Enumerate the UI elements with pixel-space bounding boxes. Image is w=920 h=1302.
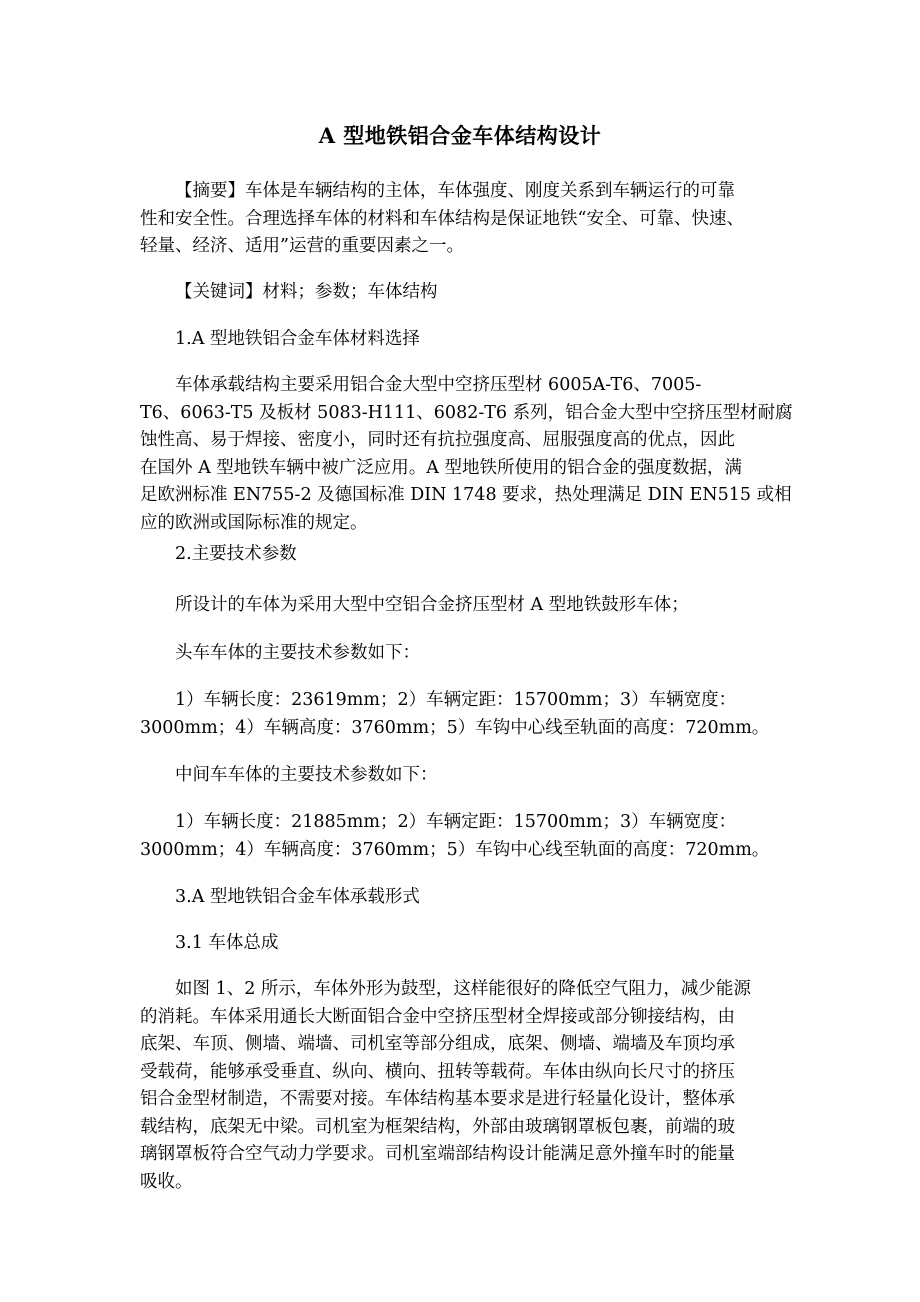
- abstract-paragraph: [140, 178, 780, 261]
- body-line: T6、6063-T5 及板材 5083-H111、6082-T6 系列，铝合金大型中空挤压型材耐腐: [140, 402, 793, 423]
- abstract-line: 性和安全性。合理选择车体的材料和车体结构是保证地铁“安全、可靠、快速、: [140, 208, 744, 229]
- body-line: 吸收。: [140, 1171, 193, 1192]
- section3-heading: 3.A 型地铁铝合金车体承载形式: [175, 887, 420, 907]
- keywords-line: 【关键词】材料；参数；车体结构: [175, 282, 438, 302]
- head-car-intro: 头车车体的主要技术参数如下：: [175, 643, 420, 663]
- abstract-line: 轻量、经济、适用”运营的重要因素之一。: [140, 236, 464, 256]
- abstract-line: 【摘要】车体是车辆结构的主体，车体强度、刚度关系到车辆运行的可靠: [175, 181, 735, 201]
- param-line: 1）车辆长度：21885mm；2）车辆定距：15700mm；3）车辆宽度：: [175, 812, 737, 832]
- middle-car-params: [140, 809, 780, 864]
- section3-1-body: [140, 976, 780, 1196]
- section2-intro: 所设计的车体为采用大型中空铝合金挤压型材 A 型地铁鼓形车体；: [175, 595, 689, 615]
- body-line: 铝合金型材制造，不需要对接。车体结构基本要求是进行轻量化设计，整体承: [140, 1089, 735, 1109]
- section1-body: [140, 372, 793, 537]
- body-line: 应的欧洲或国际标准的规定。: [140, 512, 368, 533]
- middle-car-intro: 中间车车体的主要技术参数如下：: [175, 765, 438, 785]
- param-line: 1）车辆长度：23619mm；2）车辆定距：15700mm；3）车辆宽度：: [175, 690, 737, 710]
- body-line: 如图 1、2 所示，车体外形为鼓型，这样能很好的降低空气阻力，减少能源: [175, 979, 751, 999]
- param-line: 3000mm；4）车辆高度：3760mm；5）车钩中心线至轨面的高度：720mm。: [140, 839, 770, 860]
- body-line: 在国外 A 型地铁车辆中被广泛应用。A 型地铁所使用的铝合金的强度数据，满: [140, 457, 742, 478]
- body-line: 璃钢罩板符合空气动力学要求。司机室端部结构设计能满足意外撞车时的能量: [140, 1144, 735, 1164]
- body-line: 底架、车顶、侧墙、端墙、司机室等部分组成，底架、侧墙、端墙及车顶均承: [140, 1034, 735, 1054]
- body-line: 足欧洲标准 EN755-2 及德国标准 DIN 1748 要求，热处理满足 DIN EN515 或相: [140, 485, 792, 505]
- head-car-params: [140, 687, 780, 742]
- body-line: 车体承载结构主要采用铝合金大型中空挤压型材 6005A-T6、7005-: [175, 375, 702, 395]
- body-line: 载结构，底架无中梁。司机室为框架结构，外部由玻璃钢罩板包裹，前端的玻: [140, 1116, 735, 1137]
- body-line: 受载荷，能够承受垂直、纵向、横向、扭转等载荷。车体由纵向长尺寸的挤压: [140, 1061, 735, 1082]
- section1-heading: 1.A 型地铁铝合金车体材料选择: [175, 329, 420, 349]
- body-line: 的消耗。车体采用通长大断面铝合金中空挤压型材全焊接或部分铆接结构，由: [140, 1006, 735, 1027]
- section2-heading: 2.主要技术参数: [175, 544, 297, 564]
- body-line: 蚀性高、易于焊接、密度小，同时还有抗拉强度高、屈服强度高的优点，因此: [140, 430, 735, 450]
- section3-1-heading: 3.1 车体总成: [175, 933, 279, 953]
- param-line: 3000mm；4）车辆高度：3760mm；5）车钩中心线至轨面的高度：720mm。: [140, 717, 770, 738]
- document-title: A 型地铁铝合金车体结构设计: [318, 123, 602, 148]
